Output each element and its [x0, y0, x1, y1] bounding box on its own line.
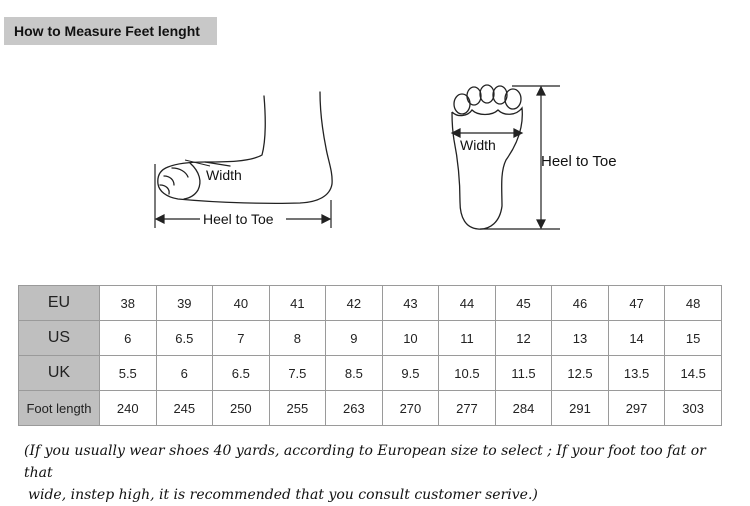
size-cell: 14 [608, 321, 665, 356]
size-cell: 44 [439, 286, 496, 321]
row-header: US [19, 321, 100, 356]
size-cell: 9.5 [382, 356, 439, 391]
size-cell: 297 [608, 391, 665, 426]
size-cell: 270 [382, 391, 439, 426]
size-cell: 40 [213, 286, 270, 321]
size-cell: 240 [100, 391, 157, 426]
row-header: Foot length [19, 391, 100, 426]
size-cell: 12.5 [552, 356, 609, 391]
size-cell: 11.5 [495, 356, 552, 391]
size-cell: 6.5 [213, 356, 270, 391]
size-chart-table [18, 285, 722, 426]
size-cell: 13 [552, 321, 609, 356]
size-cell: 6 [100, 321, 157, 356]
size-cell: 46 [552, 286, 609, 321]
size-cell: 8 [269, 321, 326, 356]
size-cell: 284 [495, 391, 552, 426]
size-cell: 43 [382, 286, 439, 321]
size-cell: 13.5 [608, 356, 665, 391]
size-cell: 11 [439, 321, 496, 356]
size-cell: 45 [495, 286, 552, 321]
size-cell: 277 [439, 391, 496, 426]
row-header: UK [19, 356, 100, 391]
size-row-us [19, 321, 722, 356]
top-width-label: Width [460, 137, 496, 153]
top-length-label: Heel to Toe [541, 153, 617, 170]
size-cell: 6.5 [156, 321, 213, 356]
size-cell: 5.5 [100, 356, 157, 391]
size-row-foot-length [19, 391, 722, 426]
size-cell: 9 [326, 321, 383, 356]
side-foot-drawing [158, 92, 332, 203]
sizing-note [24, 440, 734, 506]
size-cell: 291 [552, 391, 609, 426]
size-cell: 255 [269, 391, 326, 426]
size-cell: 250 [213, 391, 270, 426]
size-cell: 14.5 [665, 356, 722, 391]
size-cell: 10.5 [439, 356, 496, 391]
page-title: How to Measure Feet lenght [4, 17, 217, 45]
size-cell: 39 [156, 286, 213, 321]
size-row-uk [19, 356, 722, 391]
size-cell: 41 [269, 286, 326, 321]
size-cell: 38 [100, 286, 157, 321]
size-cell: 263 [326, 391, 383, 426]
size-row-eu [19, 286, 722, 321]
size-cell: 303 [665, 391, 722, 426]
size-cell: 7 [213, 321, 270, 356]
side-width-label: Width [206, 167, 242, 183]
side-length-label: Heel to Toe [203, 211, 274, 227]
sizing-note-line1: (If you usually wear shoes 40 yards, according to European size to select ; If your foot too fat or that [24, 443, 706, 481]
sizing-note-line2: wide, instep high, it is recommended that you consult customer serive.) [28, 487, 538, 503]
size-cell: 7.5 [269, 356, 326, 391]
top-foot-drawing [452, 85, 522, 229]
size-cell: 8.5 [326, 356, 383, 391]
size-cell: 245 [156, 391, 213, 426]
size-cell: 12 [495, 321, 552, 356]
size-cell: 10 [382, 321, 439, 356]
row-header: EU [19, 286, 100, 321]
size-cell: 42 [326, 286, 383, 321]
size-cell: 47 [608, 286, 665, 321]
size-cell: 15 [665, 321, 722, 356]
size-cell: 48 [665, 286, 722, 321]
size-cell: 6 [156, 356, 213, 391]
